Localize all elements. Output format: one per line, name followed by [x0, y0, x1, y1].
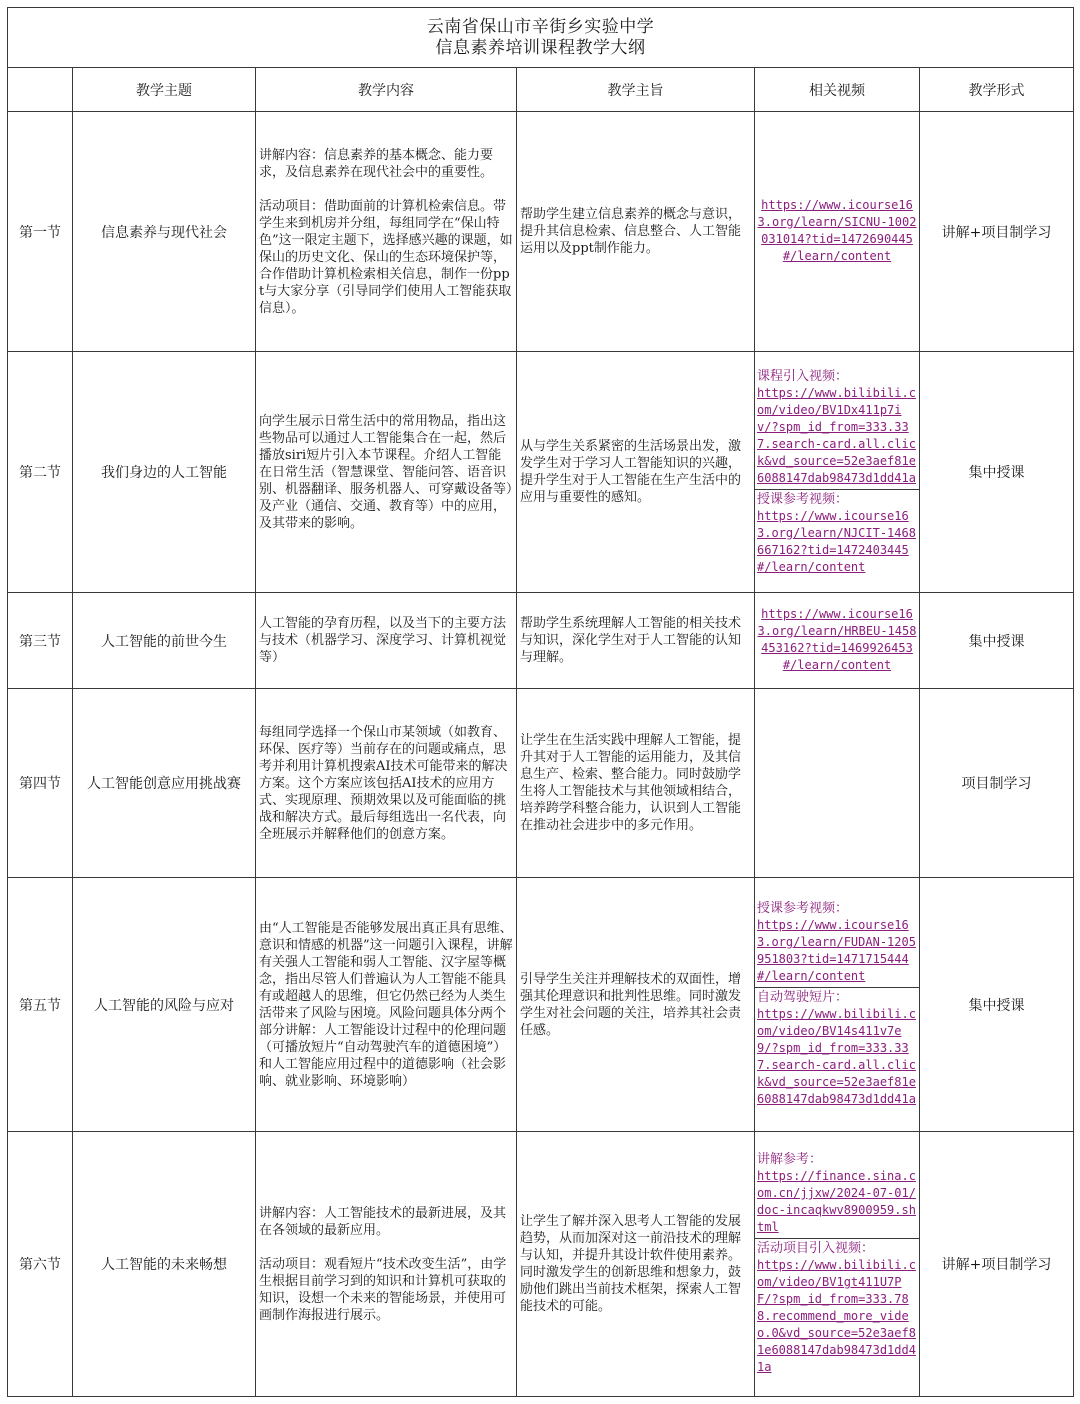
purpose-cell: 让学生在生活实践中理解人工智能，提升其对于人工智能的运用能力，及其信息生产、检索、整合能力。同时鼓励学生将人工智能技术与其他领域相结合，培养跨学科整合能力，认识到人工智能在推动社会进步中的多元作用。	[517, 689, 755, 878]
video-cell	[755, 689, 920, 878]
header-video: 相关视频	[755, 68, 920, 112]
table-row	[8, 593, 1074, 689]
content-cell	[256, 878, 517, 1132]
section-cell: 第二节	[8, 352, 73, 593]
video-label: 活动项目引入视频：	[757, 1241, 875, 1256]
purpose-cell: 帮助学生建立信息素养的概念与意识，提升其信息检索、信息整合、人工智能运用以及ppt制作能力。	[517, 112, 755, 352]
purpose-cell: 帮助学生系统理解人工智能的相关技术与知识，深化学生对于人工智能的认知与理解。	[517, 593, 755, 689]
topic-cell: 信息素养与现代社会	[73, 112, 256, 352]
form-cell: 项目制学习	[920, 689, 1074, 878]
video-label: 课程引入视频：	[757, 368, 849, 384]
video-entry	[755, 899, 919, 987]
content-paragraph: 人工智能的孕育历程，以及当下的主要方法与技术（机器学习、深度学习、计算机视觉等）	[259, 616, 507, 665]
purpose-cell: 让学生了解并深入思考人工智能的发展趋势，从而加深对这一前沿技术的理解与认知，并提升其设计软件使用素养。同时激发学生的创新思维和想象力，鼓励他们跳出当前技术框架，探索人工智能技术的可能。	[517, 1132, 755, 1397]
header-form: 教学形式	[920, 68, 1074, 112]
form-cell: 讲解+项目制学习	[920, 112, 1074, 352]
content-paragraph: 每组同学选择一个保山市某领域（如教育、环保、医疗等）当前存在的问题或痛点，思考并利用计算机搜索AI技术可能带来的解决方案。这个方案应该包括AI技术的应用方式、实现原理、预期效果以及可能面临的挑战和解决方式。最后每组选出一名代表，向全班展示并解释他们的创意方案。	[259, 724, 508, 842]
syllabus-sheet	[7, 7, 1073, 1397]
section-cell: 第五节	[8, 878, 73, 1132]
content-cell	[256, 593, 517, 689]
header-section	[8, 68, 73, 112]
video-link[interactable]: https://www.icourse163.org/learn/HRBEU-1458453162?tid=1469926453#/learn/content	[757, 607, 917, 672]
header-row	[8, 68, 1074, 112]
video-entry	[755, 489, 919, 578]
video-cell	[755, 878, 920, 1132]
video-link[interactable]: https://www.icourse163.org/learn/NJCIT-1468667162?tid=1472403445#/learn/content	[757, 508, 916, 574]
video-link[interactable]: https://finance.sina.com.cn/jjxw/2024-07-01/doc-incaqkwv8900959.shtml	[757, 1169, 916, 1234]
school-name: 云南省保山市辛街乡实验中学	[426, 16, 655, 37]
section-cell: 第三节	[8, 593, 73, 689]
video-link[interactable]: https://www.icourse163.org/learn/SICNU-1002031014?tid=1472690445#/learn/content	[757, 198, 917, 263]
form-cell: 集中授课	[920, 352, 1074, 593]
syllabus-table	[7, 7, 1074, 1397]
video-entry	[755, 196, 919, 267]
section-cell: 第六节	[8, 1132, 73, 1397]
video-link[interactable]: https://www.bilibili.com/video/BV1Dx411p7iv/?spm_id_from=333.337.search-card.all.click&vd_source=52e3aef81e6088147dab98473d1dd41a	[757, 385, 916, 485]
video-label: 讲解参考：	[757, 1152, 823, 1167]
video-cell	[755, 1132, 920, 1397]
table-row	[8, 352, 1074, 593]
content-cell	[256, 689, 517, 878]
header-content: 教学内容	[256, 68, 517, 112]
form-cell: 集中授课	[920, 878, 1074, 1132]
content-cell	[256, 352, 517, 593]
document-title	[8, 8, 1074, 68]
video-link[interactable]: https://www.bilibili.com/video/BV1gt411U7PF/?spm_id_from=333.788.recommend_more_video.0&vd_source=52e3aef81e6088147dab98473d1dd41a	[757, 1258, 916, 1374]
content-cell	[256, 112, 517, 352]
video-cell	[755, 112, 920, 352]
table-row	[8, 689, 1074, 878]
form-cell: 讲解+项目制学习	[920, 1132, 1074, 1397]
form-cell: 集中授课	[920, 593, 1074, 689]
purpose-cell: 从与学生关系紧密的生活场景出发，激发学生对于学习人工智能知识的兴趣，提升学生对于人工智能在生产生活中的应用与重要性的感知。	[517, 352, 755, 593]
video-entry	[755, 367, 919, 489]
video-link[interactable]: https://www.icourse163.org/learn/FUDAN-1205951803?tid=1471715444#/learn/content	[757, 918, 916, 983]
content-paragraph: 活动项目：借助面前的计算机检索信息。带学生来到机房并分组，每组同学在“保山特色”这一限定主题下，选择感兴趣的课题，如保山的历史文化、保山的生态环境保护等，合作借助计算机检索相关信息，制作一份ppt与大家分享（引导同学们使用人工智能获取信息）。	[259, 198, 513, 316]
table-row	[8, 112, 1074, 352]
topic-cell: 人工智能创意应用挑战赛	[73, 689, 256, 878]
video-link[interactable]: https://www.bilibili.com/video/BV14s411v7e9/?spm_id_from=333.337.search-card.all.click&vd_source=52e3aef81e6088147dab98473d1dd41a	[757, 1007, 916, 1106]
video-label: 授课参考视频：	[757, 491, 849, 507]
content-paragraph: 向学生展示日常生活中的常用物品，指出这些物品可以通过人工智能集合在一起，然后播放siri短片引入本节课程。介绍人工智能在日常生活（智慧课堂、智能问答、语音识别、机器翻译、服务机器人、可穿戴设备等）及产业（通信、交通、教育等）中的应用，及其带来的影响。	[259, 413, 513, 531]
video-entry	[755, 605, 919, 676]
video-entry	[755, 987, 919, 1110]
purpose-cell: 引导学生关注并理解技术的双面性，增强其伦理意识和批判性思维。同时激发学生对社会问题的关注，培养其社会责任感。	[517, 878, 755, 1132]
video-cell	[755, 593, 920, 689]
table-row	[8, 1132, 1074, 1397]
video-cell	[755, 352, 920, 593]
syllabus-name: 信息素养培训课程教学大纲	[435, 37, 646, 58]
content-paragraph: 由“人工智能是否能够发展出真正具有思维、意识和情感的机器”这一问题引入课程，讲解有关强人工智能和弱人工智能、汉字屋等概念，指出尽管人们普遍认为人工智能不能具有或超越人的思维，但它仍然已经为人类生活带来了风险与困境。风险问题具体分两个部分讲解：人工智能设计过程中的伦理问题（可播放短片“自动驾驶汽车的道德困境”）和人工智能应用过程中的道德影响（社会影响、就业影响、环境影响）	[259, 920, 513, 1089]
content-paragraph: 讲解内容：人工智能技术的最新进展，及其在各领域的最新应用。	[259, 1205, 507, 1238]
video-label: 自动驾驶短片：	[757, 990, 849, 1005]
topic-cell: 我们身边的人工智能	[73, 352, 256, 593]
section-cell: 第一节	[8, 112, 73, 352]
section-cell: 第四节	[8, 689, 73, 878]
topic-cell: 人工智能的风险与应对	[73, 878, 256, 1132]
topic-cell: 人工智能的未来畅想	[73, 1132, 256, 1397]
table-body	[8, 112, 1074, 1397]
header-topic: 教学主题	[73, 68, 256, 112]
topic-cell: 人工智能的前世今生	[73, 593, 256, 689]
video-entry	[755, 1150, 919, 1238]
content-cell	[256, 1132, 517, 1397]
header-purpose: 教学主旨	[517, 68, 755, 112]
video-entry	[755, 1238, 919, 1378]
video-label: 授课参考视频：	[757, 901, 849, 916]
content-paragraph: 讲解内容：信息素养的基本概念、能力要求，及信息素养在现代社会中的重要性。	[259, 147, 494, 180]
table-row	[8, 878, 1074, 1132]
content-paragraph: 活动项目：观看短片“技术改变生活”，由学生根据目前学习到的知识和计算机可获取的知识，设想一个未来的智能场景，并使用可画制作海报进行展示。	[259, 1256, 507, 1323]
